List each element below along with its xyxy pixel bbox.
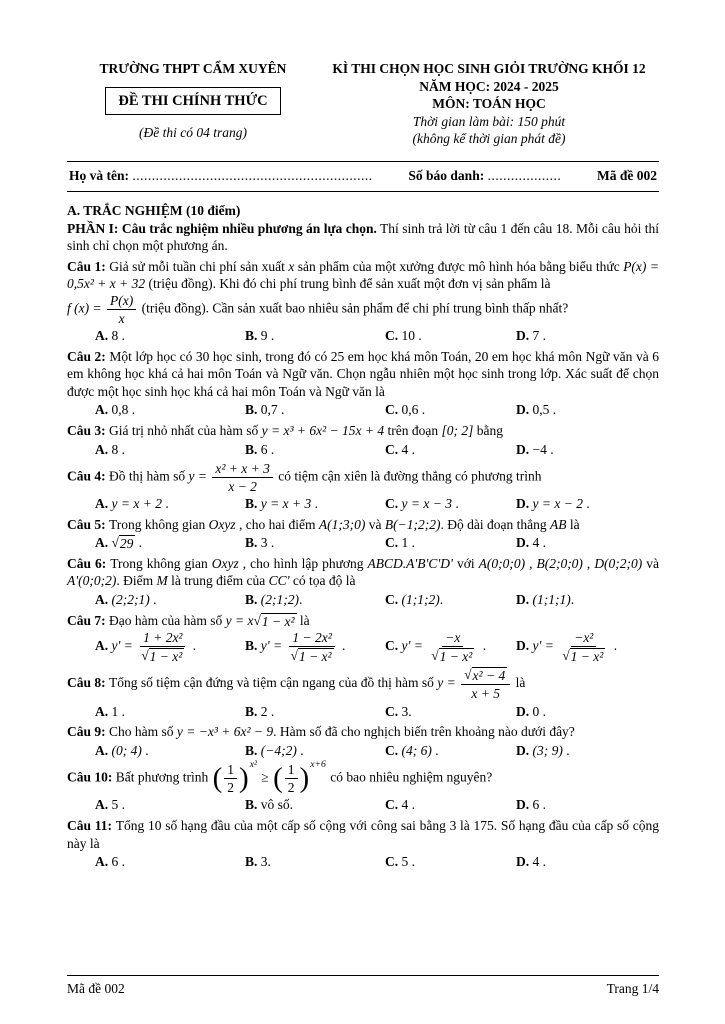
fraction [285, 762, 298, 795]
exponent: x+6 [310, 759, 326, 771]
fraction [559, 630, 608, 664]
option-label: B. [245, 742, 261, 758]
option-label: B. [245, 638, 261, 654]
square-root [291, 648, 334, 664]
school-year: NĂM HỌC: 2024 - 2025 [419, 78, 559, 94]
option-label: C. [385, 441, 402, 457]
question-body: Câu 4: Đồ thị hàm số y = $\frac{\text{x² + x + 3}}{x - 2}$ có tiệm cận xiên là đường thẳng có phương trình [67, 461, 542, 495]
option-label: C. [385, 854, 402, 870]
fraction [212, 461, 273, 494]
question-label: Câu 2: [67, 348, 110, 364]
fraction-denominator [428, 647, 477, 664]
option-d: D. 0,5 . [516, 402, 557, 418]
math-expression: P(x) [109, 293, 134, 309]
math-expression: y = −x³ + 6x² − 9 [176, 724, 274, 740]
options-row [67, 591, 659, 609]
option-label: C. [385, 742, 402, 758]
question-7 [67, 612, 659, 665]
option-label: A. [95, 638, 112, 654]
fraction [224, 762, 237, 795]
footer-page-number: Trang 1/4 [606, 981, 659, 997]
question-body: Câu 6: Trong không gian Oxyz , cho hình lập phương ABCD.A'B'C'D' với A(0;0;0) , B(2;0;0) , D(0;2;0) và A'(0;0;2). Điểm M là trung điểm của CC' có tọa độ là [67, 555, 660, 589]
option-c: C. 3. [385, 703, 412, 719]
fraction [428, 630, 477, 664]
header-left-block [67, 60, 319, 148]
part1-heading [67, 220, 659, 255]
option-c: C. y' = −x √ 1 − x² . [385, 630, 487, 665]
footer-exam-code: Mã đề 002 [67, 981, 125, 997]
option-a: A. (2;2;1) . [95, 592, 157, 608]
fraction-denominator [288, 647, 337, 664]
option-label: D. [516, 328, 533, 344]
option-label: D. [516, 742, 533, 758]
option-label: D. [516, 854, 533, 870]
square-root [253, 613, 296, 629]
option-a: A. 0,8 . [95, 402, 136, 418]
math-expression: (3; 9) [532, 742, 563, 758]
option-d: D. −4 . [516, 441, 554, 457]
option-c: C. y = x − 3 . [385, 496, 459, 512]
option-a: A. 1 . [95, 703, 125, 719]
option-label: B. [245, 328, 261, 344]
math-expression: y' = [532, 638, 558, 654]
exam-title: KÌ THI CHỌN HỌC SINH GIỎI TRƯỜNG KHỐI 12 [332, 61, 646, 76]
option-label: D. [516, 703, 533, 719]
math-expression: y = [188, 468, 211, 484]
duration-line: Thời gian làm bài: 150 phút [412, 113, 566, 129]
sbd-label: Số báo danh: [408, 167, 485, 183]
left-paren: ( [273, 762, 283, 795]
option-label: D. [516, 496, 533, 512]
math-expression: y = [437, 675, 460, 691]
fraction-denominator: 2 [227, 780, 235, 796]
question-11 [67, 817, 659, 871]
radical-icon: √ [464, 667, 472, 683]
option-label: D. [516, 797, 533, 813]
question-body: Câu 3: Giá trị nhỏ nhất của hàm số y = x³ + 6x² − 15x + 4 trên đoạn [0; 2] bằng [67, 422, 503, 438]
part1-heading-bold: PHẦN I: Câu trắc nghiệm nhiều phương án lựa chọn. [67, 220, 377, 236]
math-expression: [0; 2] [441, 422, 474, 438]
name-label: Họ và tên: [69, 167, 129, 183]
option-a: A. y = x + 2 . [95, 496, 169, 512]
option-b: B. 3 . [245, 535, 275, 551]
option-label: B. [245, 703, 261, 719]
name-field [69, 167, 373, 185]
math-expression: (2;1;2) [260, 592, 299, 608]
fraction-denominator [225, 478, 260, 494]
math-expression: 1 + 2x² [143, 630, 183, 646]
question-body: Câu 2: Một lớp học có 30 học sinh, trong đó có 25 em học khá môn Toán, 20 em học khá môn Ngữ văn và 6 em không học khá cả hai môn Toán và Ngữ văn. Chọn ngẫu nhiên một học sinh trong lớp. Xác suất để chọn được một học sinh học khá cả hai môn Toán và Ngữ văn là [67, 348, 659, 399]
option-label: B. [245, 592, 261, 608]
math-expression: (0; 4) [111, 742, 142, 758]
option-label: D. [516, 441, 533, 457]
option-d: D. y' = −x² √ 1 − x² . [516, 630, 618, 665]
question-10 [67, 759, 659, 814]
option-label: C. [385, 535, 402, 551]
option-d: D. 4 . [516, 854, 546, 870]
question-3 [67, 422, 659, 458]
question-6 [67, 555, 659, 609]
fraction-denominator: 2 [287, 780, 295, 796]
fraction-numerator [212, 461, 273, 478]
option-label: A. [95, 703, 112, 719]
option-b: B. vô số. [245, 797, 294, 813]
radical-icon: √ [111, 535, 119, 551]
option-c: C. 10 . [385, 328, 422, 344]
square-root [562, 648, 605, 664]
math-expression: x [118, 311, 125, 327]
fraction-numerator [442, 630, 463, 647]
fraction-numerator [571, 630, 596, 647]
question-1 [67, 258, 659, 345]
exam-header [67, 60, 659, 148]
exam-content [67, 202, 659, 870]
question-label: Câu 11: [67, 817, 116, 833]
option-label: A. [95, 742, 112, 758]
radical-icon: √ [290, 648, 298, 664]
math-expression: y' = [260, 638, 286, 654]
option-label: B. [245, 402, 261, 418]
question-body: Câu 7: Đạo hàm của hàm số y = x √ 1 − x² là [67, 612, 310, 629]
option-label: C. [385, 496, 402, 512]
question-8 [67, 667, 659, 720]
square-root [464, 667, 507, 683]
option-c: C. 0,6 . [385, 402, 426, 418]
square-root [141, 648, 184, 664]
options-row [67, 630, 659, 664]
option-label: A. [95, 535, 112, 551]
math-expression: M [156, 573, 168, 589]
option-c: C. 4 . [385, 797, 415, 813]
exam-code-badge: Mã đề 002 [596, 167, 657, 183]
math-expression: y' = [401, 638, 427, 654]
right-paren: ) [239, 762, 249, 795]
sbd-field [408, 167, 561, 185]
header-right-block [319, 60, 659, 148]
options-row [67, 327, 659, 345]
options-row [67, 495, 659, 513]
exponent: x² [249, 759, 257, 771]
math-expression: y' = [111, 638, 137, 654]
option-label: B. [245, 441, 261, 457]
duration-note: (không kể thời gian phát đề) [412, 131, 566, 147]
math-expression: B(−1;2;2) [384, 516, 441, 532]
options-row [67, 853, 659, 871]
options-row [67, 742, 659, 760]
option-label: C. [385, 703, 402, 719]
radicand: 1 − x² [298, 649, 332, 665]
part1-heading-rest: Thí sinh trả lời từ câu 1 đến câu 18. Mỗi câu hỏi thí sinh chỉ chọn một phương án. [67, 220, 659, 254]
radical-icon: √ [562, 648, 570, 664]
radicand: 1 − x² [149, 649, 183, 665]
option-c: C. (1;1;2). [385, 592, 444, 608]
option-a: A. 5 . [95, 797, 125, 813]
question-label: Câu 4: [67, 468, 110, 484]
math-expression: A(1;3;0) [318, 516, 366, 532]
option-label: C. [385, 328, 402, 344]
math-expression: y = x − 2 [532, 496, 583, 512]
math-expression: A'(0;0;2) [67, 573, 117, 589]
option-c: C. 4 . [385, 441, 415, 457]
math-expression: (2;2;1) [111, 592, 150, 608]
official-exam-box: ĐỀ THI CHÍNH THỨC [105, 87, 280, 116]
option-c: C. (4; 6) . [385, 742, 439, 758]
radical-icon: √ [431, 648, 439, 664]
math-expression: x [288, 258, 295, 274]
options-row [67, 703, 659, 721]
option-label: B. [245, 797, 261, 813]
option-label: B. [245, 496, 261, 512]
option-b: B. 3. [245, 854, 271, 870]
fraction-numerator: 1 [224, 762, 237, 779]
fraction [288, 630, 337, 664]
option-d: D. 7 . [516, 328, 546, 344]
option-a: A. (0; 4) . [95, 742, 149, 758]
math-expression: Oxyz [208, 516, 236, 532]
question-body: f (x) = $\frac{P(x)}{x}$ (triệu đồng). Cần sản xuất bao nhiêu sản phẩm để chi phí trung bình thấp nhất? [67, 293, 569, 327]
option-label: D. [516, 638, 533, 654]
left-paren: ( [212, 762, 223, 795]
math-expression: x + 5 [471, 686, 500, 702]
option-label: A. [95, 496, 112, 512]
radical-icon: √ [141, 648, 149, 664]
math-expression: y = x³ + 6x² − 15x + 4 [261, 422, 385, 438]
math-expression: B(2;0;0) [536, 555, 583, 571]
pages-note: (Đề thi có 04 trang) [139, 125, 247, 141]
questions-list [67, 258, 659, 871]
math-expression: y = x [225, 612, 254, 628]
sbd-fill-line: ................... [487, 167, 562, 183]
option-label: C. [385, 797, 402, 813]
options-row [67, 441, 659, 459]
fraction-denominator [116, 310, 128, 326]
question-label: Câu 9: [67, 724, 110, 740]
option-d: D. 4 . [516, 535, 546, 551]
math-expression: y = x + 2 [111, 496, 162, 512]
question-label: Câu 6: [67, 555, 111, 571]
fraction [107, 293, 136, 326]
option-d: D. 6 . [516, 797, 546, 813]
question-label: Câu 3: [67, 422, 110, 438]
question-body: Câu 8: Tổng số tiệm cận đứng và tiệm cận ngang của đồ thị hàm số y = √ x² − 4 x + 5 là [67, 667, 526, 702]
option-d: D. (1;1;1). [516, 592, 575, 608]
question-4 [67, 461, 659, 513]
option-c: C. 1 . [385, 535, 415, 551]
options-row [67, 534, 659, 552]
option-a: A. √ 29 . [95, 535, 143, 552]
candidate-info-row [67, 161, 659, 193]
math-expression: ABCD.A'B'C'D' [367, 555, 453, 571]
math-expression: x² + x + 3 [215, 461, 270, 477]
option-a: A. 8 . [95, 441, 125, 457]
options-row [67, 796, 659, 814]
question-body: Câu 10: Bất phương trình ( $\frac{1}{2}$ ) x² ≥ ( $\frac{1}{2}$ ) x+6 có bao nhiêu nghiệm nguyên? [67, 759, 493, 796]
parenthesized-power-fraction [212, 759, 257, 796]
radicand: 1 − x² [570, 649, 604, 665]
option-a: A. 8 . [95, 328, 125, 344]
option-b: B. 0,7 . [245, 402, 285, 418]
math-expression: AB [549, 516, 567, 532]
option-a: A. y' = 1 + 2x² √ 1 − x² . [95, 630, 197, 665]
math-expression: A(0;0;0) [478, 555, 526, 571]
option-b: B. (−4;2) . [245, 742, 304, 758]
fraction-denominator [559, 647, 608, 664]
option-label: A. [95, 441, 112, 457]
name-fill-line: .............................................................. [132, 167, 373, 183]
math-expression: Oxyz [211, 555, 239, 571]
option-d: D. 0 . [516, 703, 546, 719]
option-label: D. [516, 535, 533, 551]
parenthesized-power-fraction [273, 759, 326, 796]
fraction [138, 630, 187, 664]
fraction-numerator [461, 667, 510, 685]
square-root [112, 535, 136, 551]
math-expression: (4; 6) [401, 742, 432, 758]
math-expression: y = x − 3 [401, 496, 452, 512]
radical-icon: √ [253, 612, 261, 628]
option-b: B. 9 . [245, 328, 275, 344]
option-label: C. [385, 592, 402, 608]
option-d: D. (3; 9) . [516, 742, 570, 758]
fraction [461, 667, 510, 701]
question-label: Câu 10: [67, 769, 116, 785]
math-expression: 1 − 2x² [292, 630, 332, 646]
math-expression: x − 2 [228, 479, 257, 495]
right-paren: ) [299, 762, 310, 795]
school-name: TRƯỜNG THPT CẨM XUYÊN [99, 61, 287, 76]
option-label: D. [516, 592, 533, 608]
radicand: x² − 4 [472, 668, 506, 684]
fraction-denominator [468, 685, 503, 701]
options-row [67, 401, 659, 419]
option-label: B. [245, 535, 261, 551]
question-label: Câu 1: [67, 258, 110, 274]
option-b: B. 2 . [245, 703, 275, 719]
option-label: C. [385, 638, 402, 654]
question-9 [67, 723, 659, 759]
option-label: A. [95, 854, 112, 870]
math-expression: P(x) = 0,5x² + x + 32 [67, 258, 660, 292]
option-label: C. [385, 402, 402, 418]
question-body: Câu 9: Cho hàm số y = −x³ + 6x² − 9. Hàm số đã cho nghịch biến trên khoảng nào dưới đây? [67, 724, 575, 740]
option-d: D. y = x − 2 . [516, 496, 590, 512]
option-label: A. [95, 797, 112, 813]
option-label: A. [95, 402, 112, 418]
question-label: Câu 8: [67, 675, 110, 691]
option-label: A. [95, 328, 112, 344]
option-b: B. (2;1;2). [245, 592, 303, 608]
radicand: 1 − x² [439, 649, 473, 665]
question-label: Câu 5: [67, 516, 110, 532]
question-2 [67, 348, 659, 419]
square-root [431, 648, 474, 664]
question-body: Câu 5: Trong không gian Oxyz , cho hai điểm A(1;3;0) và B(−1;2;2). Độ dài đoạn thẳng AB là [67, 516, 580, 532]
fraction-numerator [289, 630, 334, 647]
question-body: Câu 1: Giả sử mỗi tuần chi phí sản xuất x sản phẩm của một xưởng được mô hình hóa bằng biểu thức P(x) = 0,5x² + x + 32 (triệu đồng). Khi đó chi phí trung bình để sản xuất một đơn vị sản phẩm là [67, 258, 660, 292]
fraction-numerator [140, 630, 185, 647]
question-body: Câu 11: Tổng 10 số hạng đầu của một cấp số cộng với công sai bằng 3 là 175. Số hạng đầu của cấp số cộng này là [67, 817, 659, 851]
math-expression: −x [445, 630, 461, 646]
section-a-title: A. TRẮC NGHIỆM (10 điểm) [67, 203, 241, 219]
option-label: A. [95, 592, 112, 608]
subject-line: MÔN: TOÁN HỌC [432, 96, 546, 112]
option-label: B. [245, 854, 261, 870]
fraction-numerator [107, 293, 136, 310]
page-footer [67, 975, 659, 998]
option-a: A. 6 . [95, 854, 125, 870]
question-label: Câu 7: [67, 612, 110, 628]
math-expression: D(0;2;0) [594, 555, 643, 571]
option-c: C. 5 . [385, 854, 415, 870]
option-b: B. 6 . [245, 441, 275, 457]
fraction-numerator: 1 [285, 762, 298, 779]
fraction-denominator [138, 647, 187, 664]
option-b: B. y = x + 3 . [245, 496, 318, 512]
math-expression: (1;1;1) [532, 592, 571, 608]
option-b: B. y' = 1 − 2x² √ 1 − x² . [245, 630, 346, 665]
math-expression: −x² [574, 630, 594, 646]
question-5 [67, 516, 659, 552]
math-expression: y = x + 3 [260, 496, 312, 512]
radicand: 29 [119, 536, 134, 552]
option-label: D. [516, 402, 533, 418]
math-expression: f (x) = [67, 300, 105, 316]
math-expression: (1;1;2) [401, 592, 440, 608]
math-expression: CC' [268, 573, 290, 589]
radicand: 1 − x² [261, 613, 295, 629]
math-expression: (−4;2) [260, 742, 297, 758]
